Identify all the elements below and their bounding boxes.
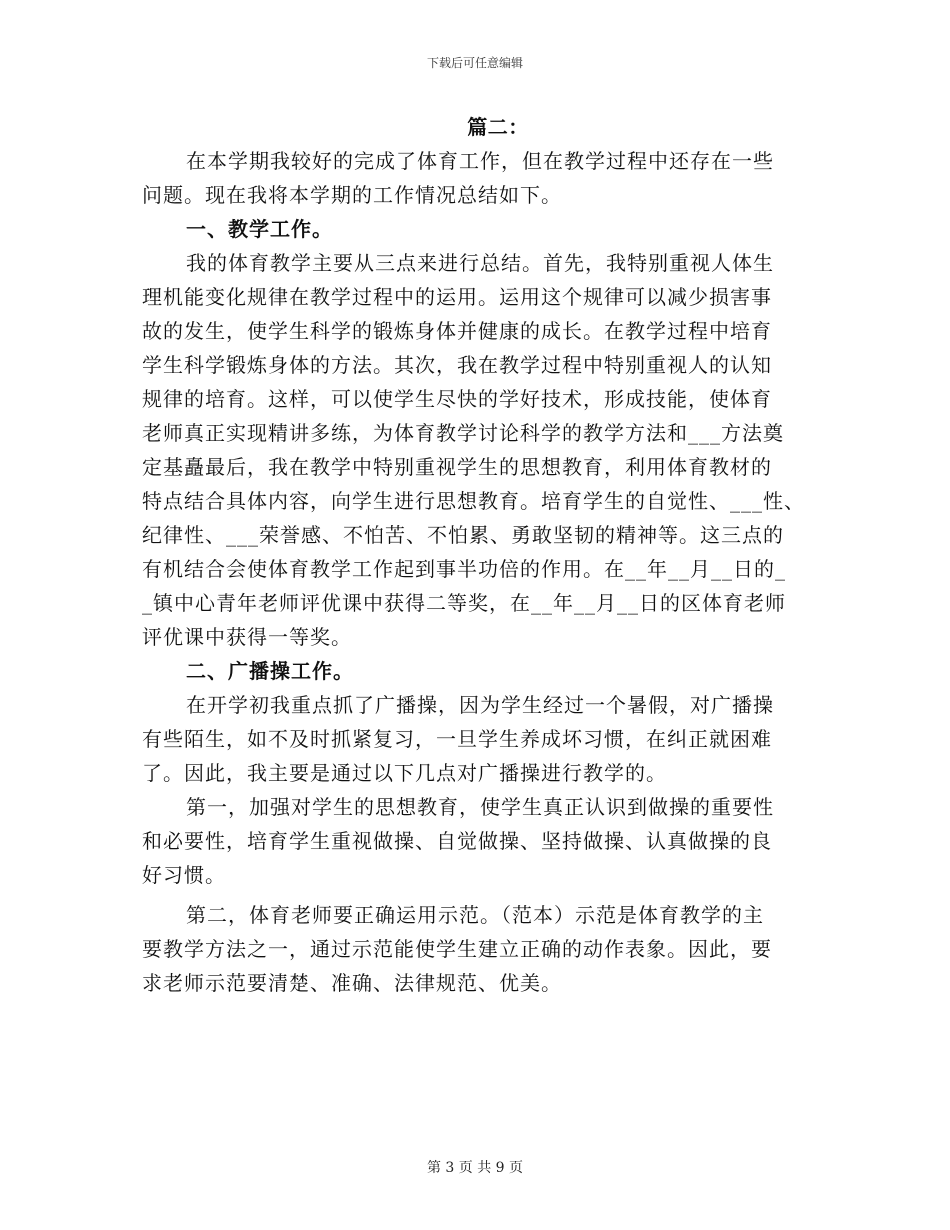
heading-teaching-work: 一、教学工作。 (186, 217, 333, 241)
section-title: 篇二： (467, 115, 529, 139)
page-number: 第 3 页 共 9 页 (426, 1160, 524, 1176)
paragraph-line: 第一，加强对学生的思想教育，使学生真正认识到做操的重要性 (186, 795, 774, 819)
paragraph-line: 了。因此，我主要是通过以下几点对广播操进行教学的。 (142, 761, 667, 785)
paragraph-line: 在开学初我重点抓了广播操，因为学生经过一个暑假，对广播操 (186, 693, 774, 717)
paragraph-line: 规律的培育。这样，可以使学生尽快的学好技术，形成技能，使体育 (142, 387, 772, 411)
paragraph-line: 纪律性、___荣誉感、不怕苦、不怕累、勇敢坚韧的精神等。这三点的 (142, 523, 784, 547)
paragraph-line: 特点结合具体内容，向学生进行思想教育。培育学生的自觉性、___性、 (142, 489, 805, 513)
paragraph-line: 评优课中获得一等奖。 (142, 625, 352, 649)
paragraph-line: 第二，体育老师要正确运用示范。（范本）示范是体育教学的主 (186, 903, 764, 927)
paragraph-line: _镇中心青年老师评优课中获得二等奖，在__年__月__日的区体育老师 (142, 591, 786, 615)
paragraph-line: 故的发生，使学生科学的锻炼身体并健康的成长。在教学过程中培育 (142, 319, 772, 343)
header-note: 下载后可任意编辑 (426, 56, 523, 70)
paragraph-line: 我的体育教学主要从三点来进行总结。首先，我特别重视人体生 (186, 251, 774, 275)
paragraph-line: 定基矗最后，我在教学中特别重视学生的思想教育，利用体育教材的 (142, 455, 772, 479)
paragraph-line: 问题。现在我将本学期的工作情况总结如下。 (142, 183, 562, 207)
paragraph-line: 好习惯。 (142, 863, 226, 887)
paragraph-line: 学生科学锻炼身体的方法。其次，我在教学过程中特别重视人的认知 (142, 353, 772, 377)
paragraph-line: 求老师示范要清楚、准确、法律规范、优美。 (142, 971, 562, 995)
heading-broadcast-exercise: 二、广播操工作。 (186, 659, 354, 683)
document-body (142, 112, 814, 1002)
paragraph-line: 有机结合会使体育教学工作起到事半功倍的作用。在__年__月__日的_ (142, 557, 786, 581)
paragraph-line: 和必要性，培育学生重视做操、自觉做操、坚持做操、认真做操的良 (142, 829, 772, 853)
paragraph-line: 有些陌生，如不及时抓紧复习，一旦学生养成坏习惯，在纠正就困难 (142, 727, 772, 751)
paragraph-line: 要教学方法之一，通过示范能使学生建立正确的动作表象。因此，要 (142, 937, 772, 961)
paragraph-line: 老师真正实现精讲多练，为体育教学讨论科学的教学方法和___方法奠 (142, 421, 784, 445)
paragraph-line: 理机能变化规律在教学过程中的运用。运用这个规律可以减少损害事 (142, 285, 772, 309)
paragraph-line: 在本学期我较好的完成了体育工作，但在教学过程中还存在一些 (186, 149, 774, 173)
